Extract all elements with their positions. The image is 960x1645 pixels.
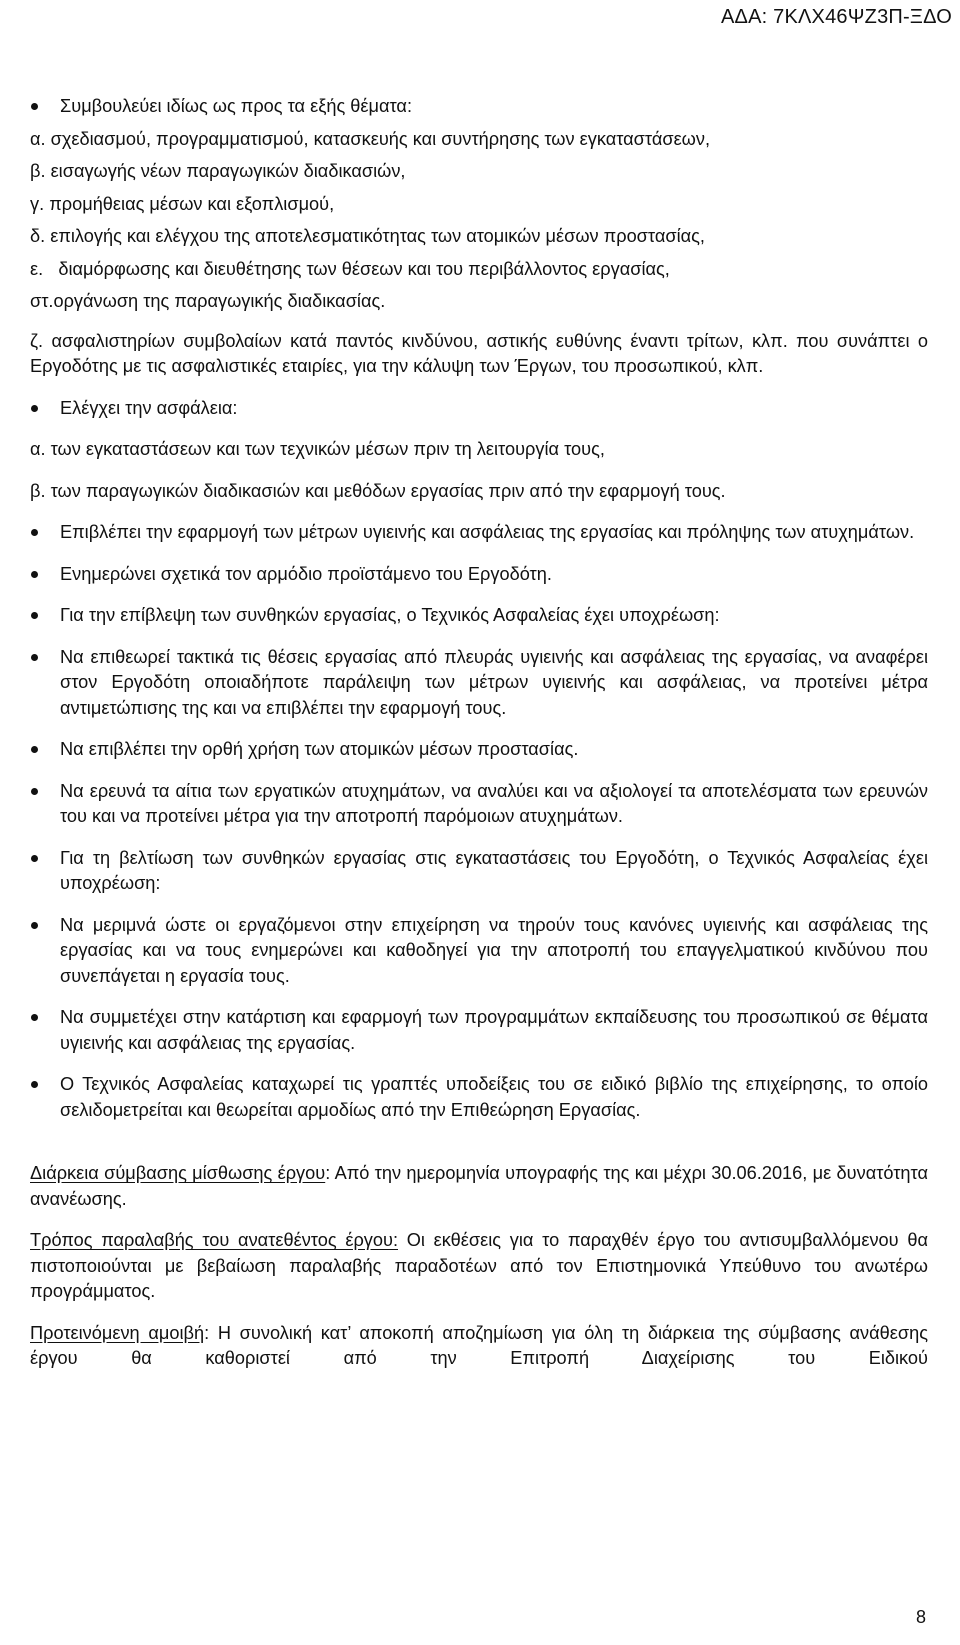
paragraph-text: Ενημερώνει σχετικά τον αρμόδιο προϊστάμενο του Εργοδότη.	[60, 563, 552, 584]
paragraph-text: Να συμμετέχει στην κατάρτιση και εφαρμογή των προγραμμάτων εκπαίδευσης του προσωπικού σε θέματα υγιεινής και ασφάλειας της εργασίας.	[60, 1007, 928, 1053]
bullet-icon	[31, 571, 38, 578]
bullet-icon	[31, 654, 38, 661]
paragraph-text: Να ερευνά τα αίτια των εργατικών ατυχημάτων, να αναλύει και να αξιολογεί τα αποτελέσματα των ερευνών του και να προτείνει μέτρα για την αποτροπή παρόμοιων ατυχημάτων.	[60, 780, 928, 826]
paragraph-text: Για τη βελτίωση των συνθηκών εργασίας στις εγκαταστάσεις του Εργοδότη, ο Τεχνικός Ασφαλείας έχει υποχρέωση:	[60, 847, 928, 893]
fee-paragraph	[30, 1321, 928, 1372]
bullet-paragraph	[30, 603, 928, 629]
bullet-icon	[31, 612, 38, 619]
page-number: 8	[915, 1607, 926, 1627]
bullet-paragraph	[30, 1072, 928, 1123]
paragraph-text: Να επιθεωρεί τακτικά τις θέσεις εργασίας από πλευράς υγιεινής και ασφάλειας της εργασίας, να αναφέρει στον Εργοδότη οποιαδήποτε παράλειψη των μέτρων υγιεινής και ασφάλειας, να προτείνει μέτρα αντιμετώπισης της και να επιβλέπει την εφαρμογή τους.	[60, 646, 928, 718]
bullet-icon	[31, 103, 38, 110]
list-item: γ. προμήθειας μέσων και εξοπλισμού,	[30, 193, 335, 214]
document-body	[30, 94, 928, 1372]
bullet-paragraph	[30, 779, 928, 830]
list-item: β. εισαγωγής νέων παραγωγικών διαδικασιών,	[30, 161, 406, 181]
ada-code: ΑΔΑ: 7ΚΛΧ46ΨΖ3Π-ΞΔΟ	[720, 6, 952, 28]
receipt-label: Τρόπος παραλαβής του ανατεθέντος έργου:	[30, 1230, 398, 1250]
bullet-checks	[30, 396, 928, 422]
bullet-icon	[31, 405, 38, 412]
bullet-paragraph	[30, 846, 928, 897]
bullet-paragraph	[30, 645, 928, 722]
bullet-paragraph	[30, 737, 928, 763]
receipt-text: Οι εκθέσεις για το παραχθέν έργο του αντισυμβαλλόμενου θα πιστοποιούνται με βεβαίωση παραλαβής παραδοτέων από τον Επιστημονικά Υπεύθυνο του ανωτέρω προγράμματος.	[30, 1230, 928, 1301]
bullet-paragraph	[30, 913, 928, 990]
bullet-paragraph	[30, 520, 928, 546]
bullet-icon	[31, 855, 38, 862]
bullet-icon	[31, 788, 38, 795]
paragraph-text: Για την επίβλεψη των συνθηκών εργασίας, ο Τεχνικός Ασφαλείας έχει υποχρέωση:	[60, 605, 720, 625]
bullet-icon	[31, 1014, 38, 1021]
bullet-icon	[31, 746, 38, 753]
list-item: στ.οργάνωση της παραγωγικής διαδικασίας.	[30, 291, 386, 311]
paragraph-text: Ο Τεχνικός Ασφαλείας καταχωρεί τις γραπτές υποδείξεις του σε ειδικό βιβλίο της επιχείρησης, το οποίο σελιδομετρείται και θεωρείται αρμοδίως από την Επιθεώρηση Εργασίας.	[60, 1074, 928, 1120]
duration-text: : Από την ημερομηνία υπογραφής της και μέχρι 30.06.2016, με δυνατότητα ανανέωσης.	[30, 1163, 928, 1209]
list-item: α. σχεδιασμού, προγραμματισμού, κατασκευής και συντήρησης των εγκαταστάσεων,	[30, 128, 711, 149]
bullet-icon	[31, 1081, 38, 1088]
list-item: ζ. ασφαλιστηρίων συμβολαίων κατά παντός κινδύνου, αστικής ευθύνης έναντι τρίτων, κλπ. που συνάπτει ο Εργοδότης με τις ασφαλιστικές εταιρίες, για την κάλυψη των Έργων, του προσωπικού, κλπ.	[30, 330, 928, 376]
advises-title: Συμβουλεύει ιδίως ως προς τα εξής θέματα:	[60, 96, 413, 116]
bullet-paragraph	[30, 1005, 928, 1056]
receipt-paragraph	[30, 1228, 928, 1305]
list-item: δ. επιλογής και ελέγχου της αποτελεσματικότητας των ατομικών μέσων προστασίας,	[30, 226, 705, 246]
bullet-paragraph	[30, 562, 928, 588]
bullet-advises	[30, 94, 928, 120]
duration-paragraph	[30, 1161, 928, 1212]
paragraph-text: Να επιβλέπει την ορθή χρήση των ατομικών μέσων προστασίας.	[60, 739, 579, 759]
list-item: ε. διαμόρφωσης και διευθέτησης των θέσεων και του περιβάλλοντος εργασίας,	[30, 258, 670, 279]
checks-title: Ελέγχει την ασφάλεια:	[60, 397, 238, 418]
bullet-icon	[31, 922, 38, 929]
paragraph-text: Να μεριμνά ώστε οι εργαζόμενοι στην επιχείρηση να τηρούν τους κανόνες υγιεινής και ασφάλειας της εργασίας και να τους ενημερώνει και καθοδηγεί για την αποτροπή του επαγγελματικού κινδύνου που συνεπάγεται η εργασία τους.	[60, 914, 928, 986]
fee-label: Προτεινόμενη αμοιβή	[30, 1322, 205, 1343]
list-item: β. των παραγωγικών διαδικασιών και μεθόδων εργασίας πριν από την εφαρμογή τους.	[30, 480, 726, 501]
paragraph-text: Επιβλέπει την εφαρμογή των μέτρων υγιεινής και ασφάλειας της εργασίας και πρόληψης των ατυχημάτων.	[60, 522, 915, 542]
duration-label: Διάρκεια σύμβασης μίσθωσης έργου	[30, 1163, 326, 1183]
fee-text: : Η συνολική κατ’ αποκοπή αποζημίωση για όλη τη διάρκεια της σύμβασης ανάθεσης έργου θα καθοριστεί από την Επιτροπή Διαχείρισης του Ειδικού	[30, 1322, 928, 1368]
bullet-icon	[31, 529, 38, 536]
list-item: α. των εγκαταστάσεων και των τεχνικών μέσων πριν τη λειτουργία τους,	[30, 439, 605, 459]
